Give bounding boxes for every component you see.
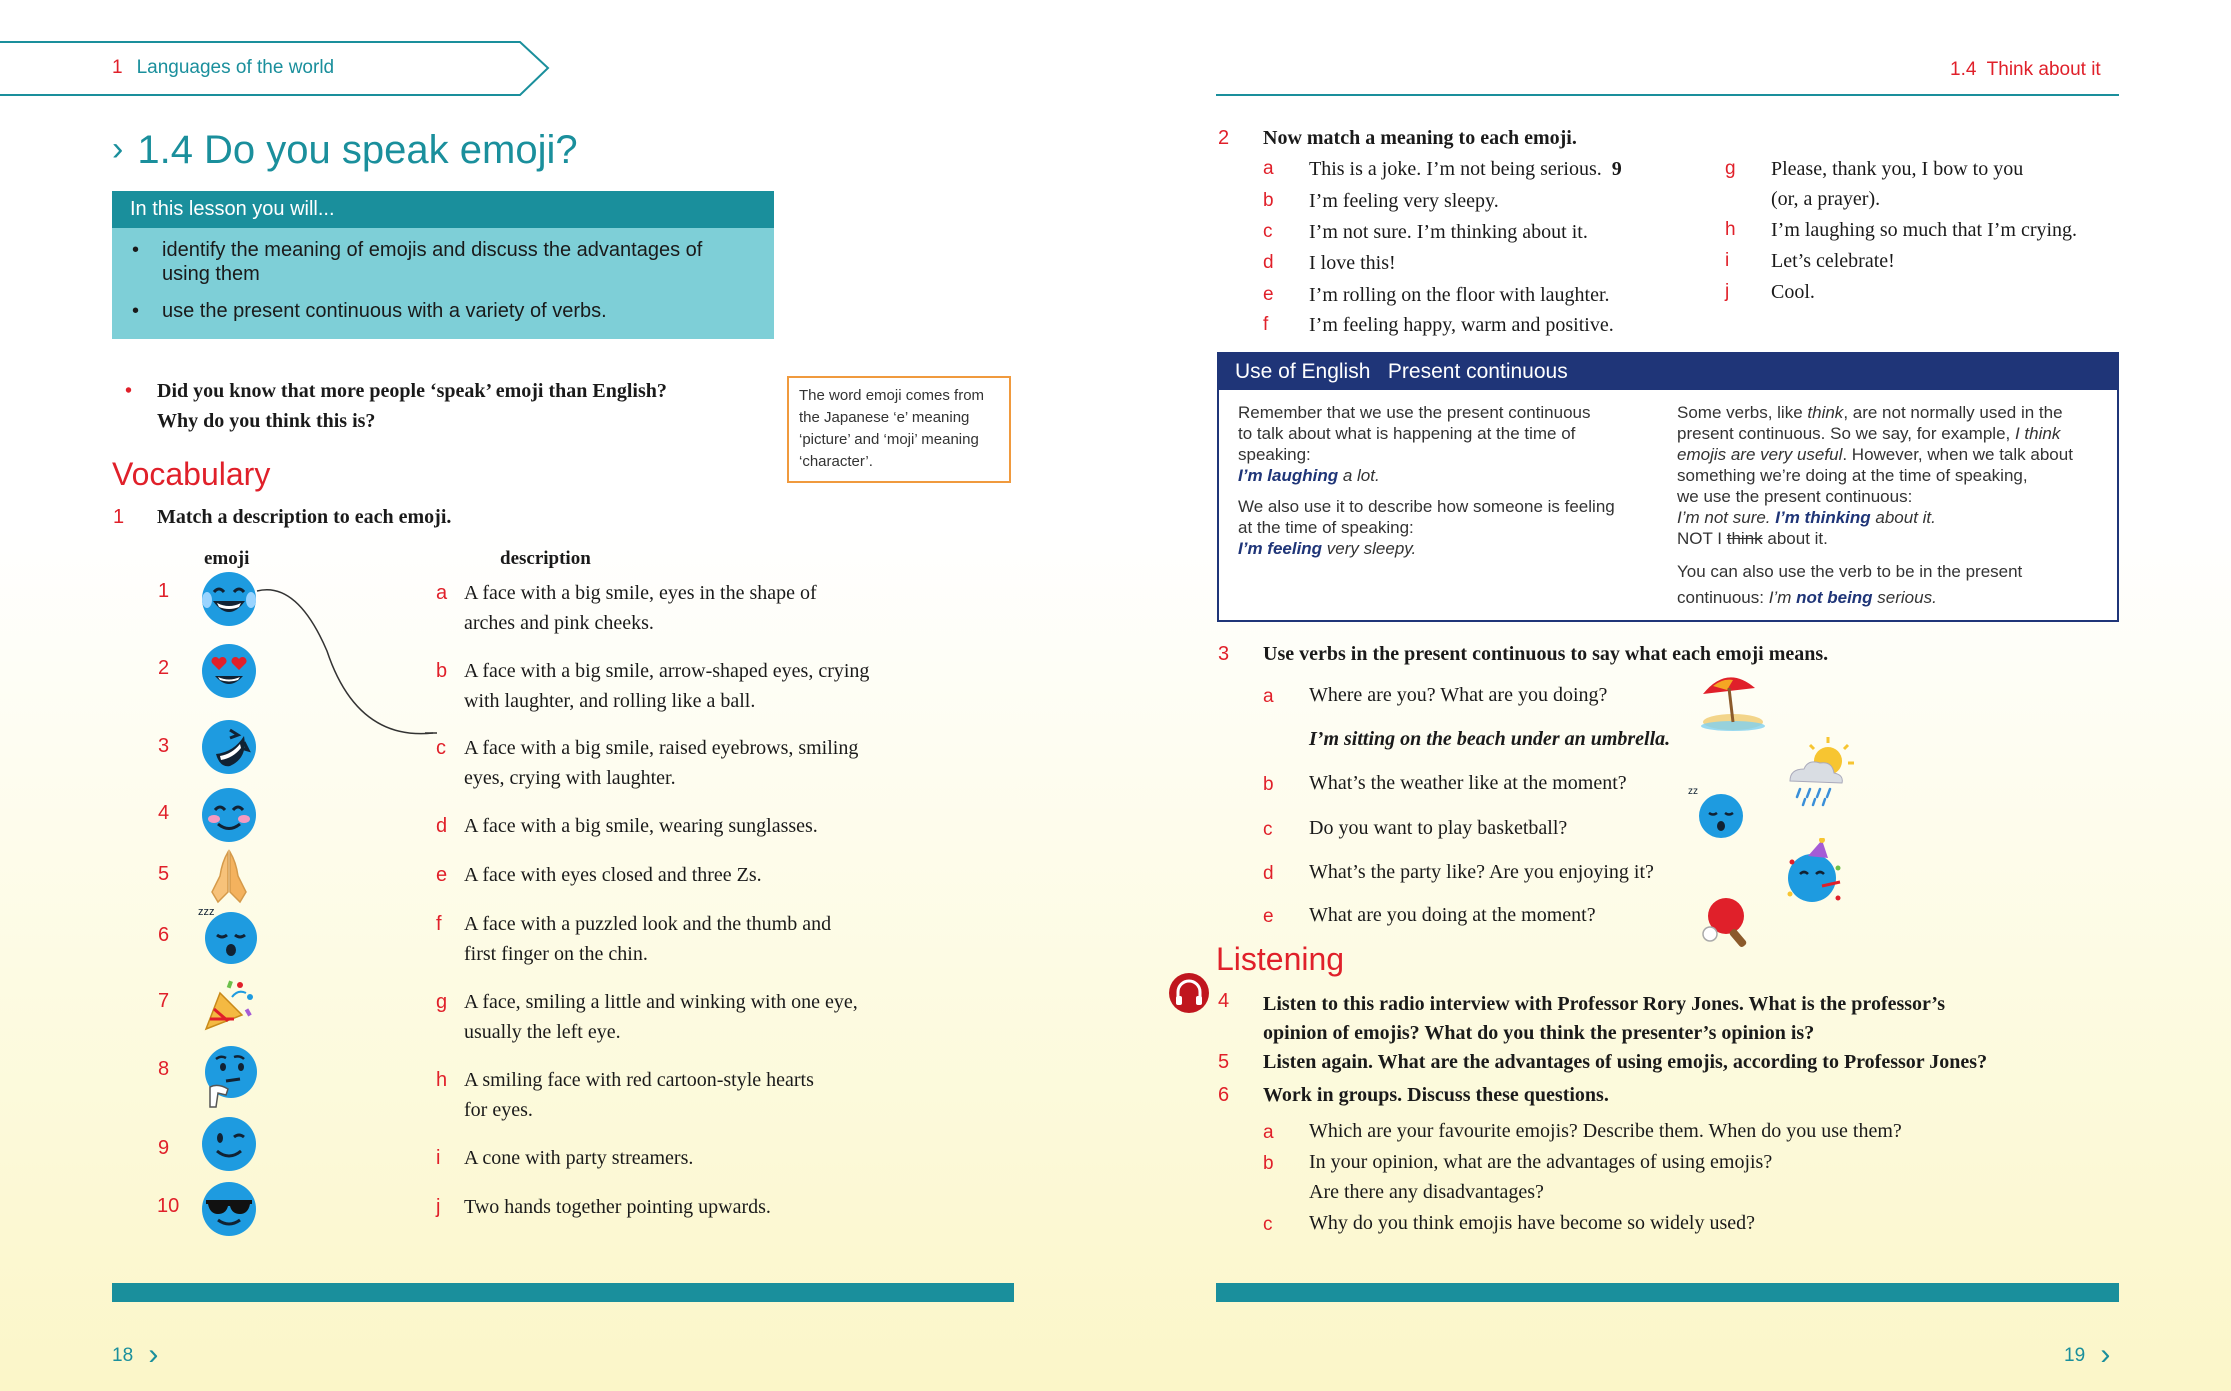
description-item: b A face with a big smile, arrow-shaped eyes, crying with laughter, and rolling like a ball. <box>436 660 870 712</box>
section-header: 1.4 Think about it <box>1950 59 2101 80</box>
emoji-number: 9 <box>158 1137 170 1159</box>
meaning-item: I love this! <box>1309 252 1396 274</box>
question-number: 4 <box>1218 990 1230 1012</box>
objective-item: • identify the meaning of emojis and discuss the advantages of using them <box>132 239 703 285</box>
headphones-icon[interactable] <box>1168 972 1210 1014</box>
party-popper-icon <box>200 975 258 1033</box>
description-item: g A face, smiling a little and winking with one eye, usually the left eye. <box>436 991 858 1043</box>
emoji-number: 8 <box>158 1058 170 1080</box>
answer-letter: i <box>1725 250 1730 271</box>
lesson-objectives-box <box>112 191 774 339</box>
description-item: e A face with eyes closed and three Zs. <box>436 864 762 886</box>
chevron-right-icon: › <box>112 130 124 168</box>
answer-letter: c <box>1263 819 1273 840</box>
meaning-item: I’m laughing so much that I’m crying. <box>1771 219 2078 241</box>
discussion-item: Why do you think emojis have become so widely used? <box>1309 1212 1756 1234</box>
winking-face-icon <box>200 1115 258 1173</box>
answer-letter: c <box>1263 221 1273 242</box>
answer-letter: j <box>1725 281 1730 302</box>
question-number: 5 <box>1218 1051 1230 1073</box>
column-header-emoji: emoji <box>204 548 250 569</box>
answer-letter: g <box>1725 158 1736 179</box>
question-text: Work in groups. Discuss these questions. <box>1263 1084 1609 1106</box>
vocabulary-heading: Vocabulary <box>112 456 271 492</box>
prompt-item: What’s the party like? Are you enjoying it? <box>1309 861 1654 883</box>
answer-letter: b <box>1263 190 1274 211</box>
meaning-item: Cool. <box>1771 281 1815 303</box>
meaning-item: Let’s celebrate! <box>1771 250 1895 272</box>
objective-item: • use the present continuous with a variety of verbs. <box>132 300 607 322</box>
description-item: j Two hands together pointing upwards. <box>436 1196 771 1218</box>
description-item: d A face with a big smile, wearing sunglasses. <box>436 815 818 837</box>
question-number: 3 <box>1218 643 1230 665</box>
description-item: a A face with a big smile, eyes in the shape of arches and pink cheeks. <box>436 582 817 634</box>
answer-letter: b <box>1263 1153 1274 1174</box>
emoji-number: 3 <box>158 735 170 757</box>
description-item: i A cone with party streamers. <box>436 1147 694 1169</box>
page-number-left: 18 › <box>112 1338 159 1371</box>
meaning-item: I’m feeling happy, warm and positive. <box>1309 314 1614 336</box>
discussion-item: Which are your favourite emojis? Describe them. When do you use them? <box>1309 1120 1902 1142</box>
laughing-crying-face-icon <box>200 570 258 628</box>
ping-pong-icon <box>1700 896 1760 948</box>
answer-letter: e <box>1263 906 1274 927</box>
answer-letter: c <box>1263 1214 1273 1235</box>
question-number: 1 <box>113 506 125 528</box>
rolling-laughing-face-icon <box>200 718 258 776</box>
chevron-right-icon[interactable]: › <box>148 1338 159 1371</box>
question-text: Match a description to each emoji. <box>157 506 452 528</box>
emoji-number: 7 <box>158 990 170 1012</box>
header-rule <box>1216 94 2119 96</box>
footer-bar-right <box>1216 1283 2119 1302</box>
example-answer: I’m sitting on the beach under an umbrella. <box>1309 728 1671 750</box>
prompt-item: Do you want to play basketball? <box>1309 817 1568 839</box>
listening-heading: Listening <box>1216 941 1345 977</box>
svg-text:zz: zz <box>1688 786 1698 797</box>
discussion-item: In your opinion, what are the advantages of using emojis? Are there any disadvantages? <box>1309 1151 1773 1203</box>
footer-bar-left <box>112 1283 1014 1302</box>
page-number-right: 19 › <box>2064 1338 2111 1371</box>
answer-letter: a <box>1263 1122 1274 1143</box>
question-text: Listen again. What are the advantages of using emojis, according to Professor Jones? <box>1263 1051 1988 1073</box>
heart-eyes-face-icon <box>200 642 258 700</box>
prompt-item: What’s the weather like at the moment? <box>1309 772 1627 794</box>
meaning-item: Please, thank you, I bow to you (or, a prayer). <box>1771 158 2024 210</box>
emoji-number: 10 <box>157 1195 180 1217</box>
etymology-note: The word emoji comes from the Japanese ‘e’ meaning ‘picture’ and ‘moji’ meaning ‘character’. <box>787 376 1011 483</box>
answer-letter: h <box>1725 219 1736 240</box>
meaning-item: I’m rolling on the floor with laughter. <box>1309 284 1610 306</box>
thinking-face-icon <box>200 1043 258 1109</box>
question-text: Listen to this radio interview with Professor Rory Jones. What is the professor’s opinion of emojis? What do you think the presenter’s opinion is? <box>1263 993 1945 1044</box>
lesson-title: › 1.4 Do you speak emoji? <box>112 128 578 172</box>
meaning-item: I’m feeling very sleepy. <box>1309 190 1499 212</box>
description-item: f A face with a puzzled look and the thumb and first finger on the chin. <box>436 913 832 965</box>
beach-umbrella-icon <box>1695 668 1765 732</box>
answer-letter: f <box>1263 314 1269 335</box>
use-of-english-box <box>1217 352 2119 622</box>
matching-line <box>255 585 440 755</box>
sunglasses-face-icon <box>200 1180 258 1238</box>
answer-value: 9 <box>1611 158 1622 180</box>
intro-question: • Did you know that more people ‘speak’ emoji than English? Why do you think this is? <box>125 380 667 432</box>
grammar-note-right: Some verbs, like think, are not normally used in the present continuous. So we say, for example, I think emojis are very useful. However, when we talk about something we’re doing at the time of speaking, we use the present continuous: I’m not sure. I’m thinking about it. NOT I think about it. You can also use the verb to be in the present continuous: I’m not being serious. <box>1677 403 2073 607</box>
party-face-icon <box>1782 838 1848 908</box>
prompt-item: What are you doing at the moment? <box>1309 904 1596 926</box>
question-text: Now match a meaning to each emoji. <box>1263 127 1577 149</box>
answer-letter: b <box>1263 774 1274 795</box>
objectives-heading: In this lesson you will... <box>112 191 774 228</box>
chevron-right-icon[interactable]: › <box>2100 1338 2111 1371</box>
column-header-description: description <box>500 548 591 569</box>
sleeping-face-icon <box>196 903 260 967</box>
chapter-title: 1 Languages of the world <box>112 57 335 78</box>
description-item: h A smiling face with red cartoon-style hearts for eyes. <box>436 1069 814 1121</box>
description-item: c A face with a big smile, raised eyebrows, smiling eyes, crying with laughter. <box>436 737 859 789</box>
emoji-number: 2 <box>158 657 170 679</box>
answer-letter: a <box>1263 686 1274 707</box>
question-text: Use verbs in the present continuous to say what each emoji means. <box>1263 643 1829 665</box>
meaning-item: This is a joke. I’m not being serious. 9 <box>1309 158 1622 180</box>
praying-hands-icon <box>200 848 258 906</box>
emoji-number: 6 <box>158 924 170 946</box>
emoji-number: 4 <box>158 802 170 824</box>
chapter-number: 1 <box>112 57 123 78</box>
sleeping-face-icon <box>1688 784 1748 840</box>
sun-rain-cloud-icon <box>1782 735 1856 809</box>
smiling-blush-face-icon <box>200 786 258 844</box>
question-number: 2 <box>1218 127 1230 149</box>
svg-text:zzz: zzz <box>198 906 215 918</box>
answer-letter: d <box>1263 863 1274 884</box>
emoji-number: 1 <box>158 580 170 602</box>
meaning-item: I’m not sure. I’m thinking about it. <box>1309 221 1588 243</box>
question-number: 6 <box>1218 1084 1230 1106</box>
grammar-note-left: Remember that we use the present continuous to talk about what is happening at the time of speaking: I’m laughing a lot. We also use it to describe how someone is feeling at the time of speaking: I’m feeling very sleepy. <box>1238 403 1615 558</box>
emoji-number: 5 <box>158 863 170 885</box>
use-of-english-heading: Use of English Present continuous <box>1219 354 2117 390</box>
answer-letter: e <box>1263 284 1274 305</box>
prompt-item: Where are you? What are you doing? <box>1309 684 1608 706</box>
answer-letter: a <box>1263 158 1274 179</box>
answer-letter: d <box>1263 252 1274 273</box>
